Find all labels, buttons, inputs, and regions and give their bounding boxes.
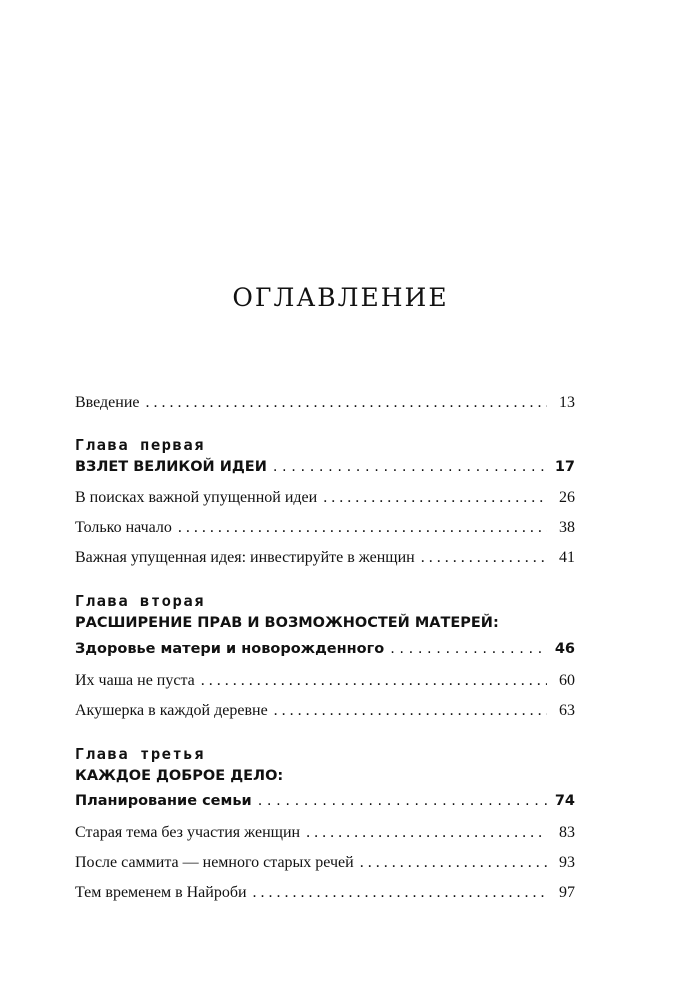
- entry-label: Важная упущенная идея: инвестируйте в женщин: [75, 549, 415, 566]
- entry-label: Введение: [75, 394, 140, 411]
- dot-leader: [273, 459, 547, 475]
- dot-leader: [258, 793, 547, 809]
- toc-entry-intro[interactable]: [75, 394, 575, 418]
- chapter-heading: РАСШИРЕНИЕ ПРАВ И ВОЗМОЖНОСТЕЙ МАТЕРЕЙ:: [75, 615, 499, 631]
- dot-leader: [306, 824, 547, 842]
- toc-entry[interactable]: [75, 672, 575, 696]
- dot-leader: [178, 519, 547, 537]
- toc-entry[interactable]: [75, 549, 575, 573]
- entry-label: Только начало: [75, 519, 172, 536]
- entry-page: 63: [559, 702, 575, 719]
- dot-leader: [253, 884, 547, 902]
- toc-entry[interactable]: [75, 702, 575, 726]
- chapter-label: Глава первая: [75, 436, 205, 454]
- dot-leader: [421, 549, 547, 567]
- chapter-heading: КАЖДОЕ ДОБРОЕ ДЕЛО:: [75, 768, 284, 784]
- entry-page: 97: [559, 884, 575, 901]
- toc-entry-chapter2-subtitle[interactable]: [75, 641, 575, 665]
- entry-label: Их чаша не пуста: [75, 672, 195, 689]
- entry-page: 26: [559, 489, 575, 506]
- entry-page: 74: [554, 793, 575, 809]
- chapter-label: Глава третья: [75, 745, 205, 763]
- toc-entry-chapter3-subtitle[interactable]: [75, 793, 575, 817]
- entry-label: Акушерка в каждой деревне: [75, 702, 268, 719]
- entry-page: 13: [559, 394, 575, 411]
- toc-entry[interactable]: [75, 824, 575, 848]
- entry-label: Тем временем в Найроби: [75, 884, 247, 901]
- entry-page: 41: [559, 549, 575, 566]
- entry-page: 83: [559, 824, 575, 841]
- chapter-label: Глава вторая: [75, 592, 205, 610]
- entry-page: 46: [554, 641, 575, 657]
- entry-page: 17: [554, 459, 575, 475]
- dot-leader: [360, 854, 547, 872]
- dot-leader: [390, 641, 547, 657]
- dot-leader: [323, 489, 547, 507]
- entry-label: ВЗЛЕТ ВЕЛИКОЙ ИДЕИ: [75, 459, 267, 475]
- toc-entry[interactable]: [75, 519, 575, 543]
- entry-page: 38: [559, 519, 575, 536]
- toc-entry[interactable]: [75, 489, 575, 513]
- dot-leader: [201, 672, 547, 690]
- dot-leader: [274, 702, 547, 720]
- entry-label: Планирование семьи: [75, 793, 252, 809]
- toc-entry[interactable]: [75, 854, 575, 878]
- entry-label: В поисках важной упущенной идеи: [75, 489, 318, 506]
- entry-label: После саммита — немного старых речей: [75, 854, 354, 871]
- dot-leader: [146, 394, 548, 412]
- page-title: ОГЛАВЛЕНИЕ: [232, 283, 449, 312]
- toc-entry-chapter1-title[interactable]: [75, 459, 575, 483]
- toc-entry[interactable]: [75, 884, 575, 908]
- entry-label: Здоровье матери и новорожденного: [75, 641, 385, 657]
- entry-page: 93: [559, 854, 575, 871]
- entry-label: Старая тема без участия женщин: [75, 824, 301, 841]
- entry-page: 60: [559, 672, 575, 689]
